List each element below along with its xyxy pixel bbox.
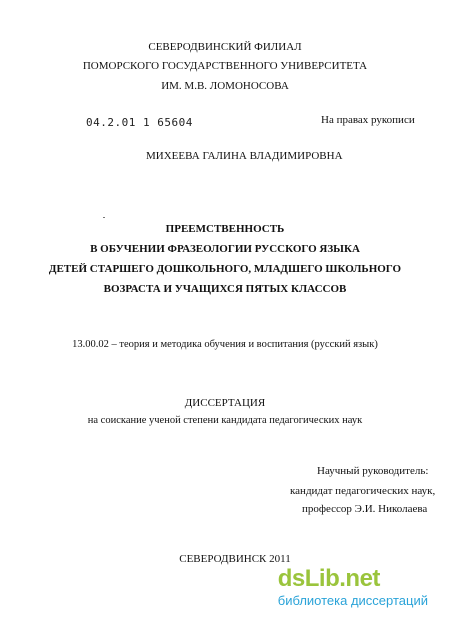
institution-line-2: ПОМОРСКОГО ГОСУДАРСТВЕННОГО УНИВЕРСИТЕТА bbox=[82, 60, 368, 72]
thesis-title-line-4: ВОЗРАСТА И УЧАЩИХСЯ ПЯТЫХ КЛАССОВ bbox=[103, 283, 347, 295]
city-year: СЕВЕРОДВИНСК 2011 bbox=[179, 553, 291, 565]
dslib-subtitle: библиотека диссертаций bbox=[277, 593, 428, 608]
archive-stamp: 04.2.01 1 65604 bbox=[86, 116, 193, 129]
degree-text: на соискание ученой степени кандидата педагогических наук bbox=[87, 415, 363, 426]
specialty-code: 13.00.02 – теория и методика обучения и воспитания (русский язык) bbox=[72, 339, 378, 350]
thesis-title-line-2: В ОБУЧЕНИИ ФРАЗЕОЛОГИИ РУССКОГО ЯЗЫКА bbox=[90, 243, 360, 255]
author-name: МИХЕЕВА ГАЛИНА ВЛАДИМИРОВНА bbox=[146, 150, 343, 162]
dissertation-label: ДИССЕРТАЦИЯ bbox=[184, 397, 266, 409]
rights-note: На правах рукописи bbox=[321, 114, 415, 126]
dslib-logo: dsLib.net bbox=[277, 565, 380, 592]
supervisor-label: Научный руководитель: bbox=[317, 465, 429, 477]
supervisor-name: профессор Э.И. Николаева bbox=[302, 503, 428, 515]
dslib-watermark bbox=[278, 566, 428, 608]
institution-line-1: СЕВЕРОДВИНСКИЙ ФИЛИАЛ bbox=[148, 41, 302, 53]
scan-speck bbox=[103, 217, 105, 218]
institution-line-3: ИМ. М.В. ЛОМОНОСОВА bbox=[161, 80, 289, 92]
thesis-title-line-1: ПРЕЕМСТВЕННОСТЬ bbox=[165, 223, 285, 235]
supervisor-degree: кандидат педагогических наук, bbox=[290, 485, 436, 497]
thesis-title-line-3: ДЕТЕЙ СТАРШЕГО ДОШКОЛЬНОГО, МЛАДШЕГО ШКОЛЬНОГО bbox=[48, 263, 402, 275]
